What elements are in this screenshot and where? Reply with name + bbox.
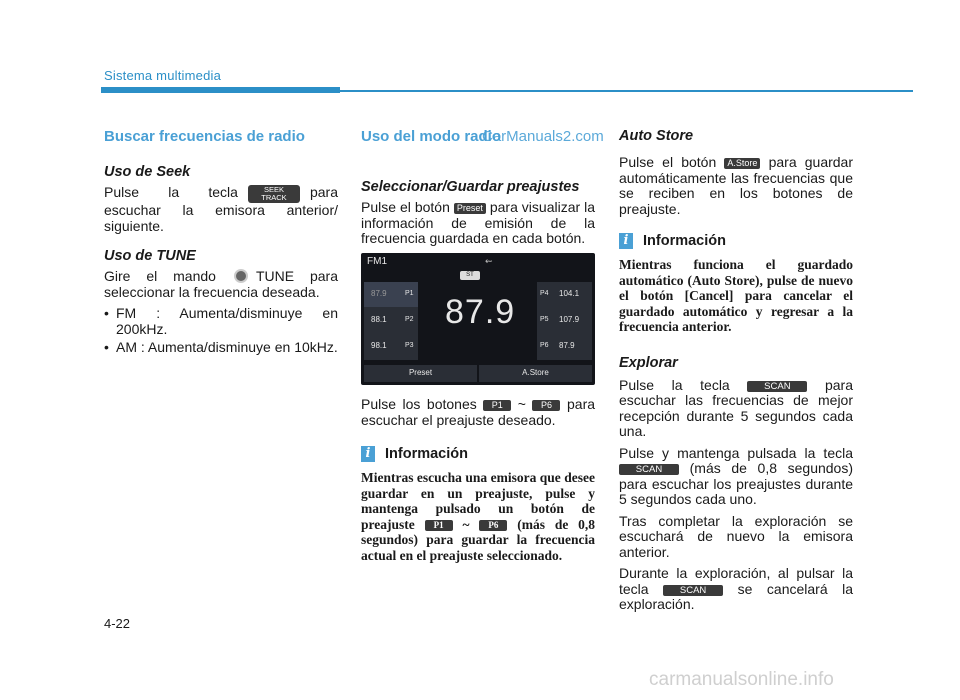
info-text: Mientras funciona el guardado automático (Auto Store), pulse de nuevo el botón [Cancel] para cancelar el guardado automático y regresar a la frecuencia anterior. — [619, 257, 853, 334]
section-title-radio-mode: Uso del modo radio — [361, 128, 502, 145]
usb-icon: ⇜ — [485, 256, 493, 266]
preset-id: P2 — [405, 316, 414, 323]
footer-watermark: carmanualsonline.info — [649, 669, 834, 690]
subtitle-presets: Seleccionar/Guardar preajustes — [361, 179, 580, 195]
preset-id: P1 — [405, 290, 414, 297]
stereo-indicator: ST — [460, 271, 480, 280]
scan-button-icon: SCAN — [619, 464, 679, 475]
p6-button-icon: P6 — [479, 520, 507, 531]
screen-preset-label: Preset — [408, 368, 433, 377]
current-frequency: 87.9 — [445, 293, 516, 331]
astore-button-icon: A.Store — [724, 158, 760, 169]
preset-button-icon: Preset — [454, 203, 486, 214]
info-heading: i Información — [619, 233, 853, 249]
info-icon: i — [619, 233, 633, 249]
p6-button-icon: P6 — [532, 400, 560, 411]
watermark-text: CarManuals2.com — [482, 128, 604, 145]
section-title-search: Buscar frecuencias de radio — [104, 128, 305, 145]
column-1 — [104, 128, 338, 359]
preset-id: P6 — [540, 342, 549, 349]
preset-freq: 98.1 — [371, 341, 387, 350]
subtitle-seek: Uso de Seek — [104, 164, 191, 180]
info-heading: i Información — [361, 446, 595, 462]
page-number: 4-22 — [104, 616, 131, 631]
info-icon: i — [361, 446, 375, 462]
explore-paragraph-2: Pulse y mantenga pulsada la tecla SCAN (más de 0,8 segundos) para escuchar los preajustes durante 5 segundos cada uno. — [619, 444, 853, 507]
explore-paragraph-4: Durante la exploración, al pulsar la tecla SCAN se cancelará la exploración. — [619, 565, 854, 612]
auto-store-paragraph: Pulse el botón A.Store para guardar automáticamente las frecuencias que se reciben en los botones de preajuste. — [619, 154, 854, 217]
column-2 — [361, 128, 595, 247]
preset-id: P3 — [405, 342, 414, 349]
preset-id: P5 — [540, 316, 549, 323]
header-rule — [340, 90, 913, 92]
radio-screen-image — [361, 253, 595, 385]
preset-freq: 87.9 — [559, 341, 575, 350]
p1-button-icon: P1 — [425, 520, 453, 531]
info-text: Mientras escucha una emisora que desee guardar en un preajuste, pulse y mantenga pulsado un botón de preajuste P1 ~ P6 (más de 0,8 segundos) para guardar la frecuencia actual en el preajuste seleccionado. — [361, 470, 596, 563]
list-item: • AM : Aumenta/disminuye en 10kHz. — [104, 340, 338, 356]
list-item: • FM : Aumenta/disminuye en 200kHz. — [104, 306, 338, 337]
preset-id: P4 — [540, 290, 549, 297]
subtitle-explore: Explorar — [619, 354, 678, 371]
tune-bullet-list — [104, 306, 338, 356]
preset-freq: 104.1 — [559, 289, 580, 298]
scan-button-icon: SCAN — [747, 381, 807, 392]
subtitle-auto-store: Auto Store — [619, 128, 694, 144]
tune-paragraph: Gire el mando TUNE para seleccionar la frecuencia deseada. — [104, 268, 338, 300]
subtitle-tune: Uso de TUNE — [104, 248, 196, 264]
preset-freq: 88.1 — [371, 315, 387, 324]
band-label: FM1 — [367, 256, 387, 267]
explore-paragraph-1: Pulse la tecla SCAN para escuchar las frecuencias de mejor recepción durante 5 segundos cada una. — [619, 376, 854, 439]
preset-freq: 107.9 — [559, 315, 580, 324]
column-3 — [619, 128, 853, 613]
press-presets-paragraph: Pulse los botones P1 ~ P6 para escuchar el preajuste deseado. — [361, 396, 596, 428]
seek-track-button-icon: SEEK TRACK — [248, 185, 300, 203]
explore-paragraph-3: Tras completar la exploración se escuchará de nuevo la emisora anterior. — [619, 512, 853, 560]
tune-knob-icon — [234, 269, 248, 283]
section-header-title: Sistema multimedia — [104, 68, 222, 83]
header-accent-bar — [101, 87, 340, 93]
preset-paragraph: Pulse el botón Preset para visualizar la información de emisión de la frecuencia guardada en cada botón. — [361, 199, 596, 246]
scan-button-icon: SCAN — [663, 585, 723, 596]
seek-paragraph: Pulse la tecla SEEK TRACK para escuchar la emisora anterior/ siguiente. — [104, 184, 338, 234]
p1-button-icon: P1 — [483, 400, 511, 411]
preset-freq: 87.9 — [371, 289, 387, 298]
column-2-lower — [361, 397, 595, 563]
screen-astore-label: A.Store — [522, 368, 549, 377]
